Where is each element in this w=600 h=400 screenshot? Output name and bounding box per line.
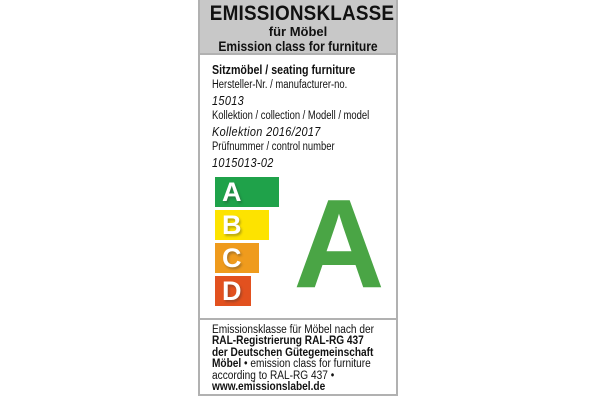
rating-bar-c bbox=[215, 243, 259, 273]
footer-line-1: Emissionsklasse für Möbel nach der bbox=[212, 324, 375, 336]
rating-bar-b bbox=[215, 210, 269, 240]
footer-line-4-rest: • emission class for furniture bbox=[241, 358, 371, 371]
header-title: EMISSIONSKLASSE bbox=[209, 2, 395, 25]
footer-separator bbox=[200, 318, 396, 320]
manufacturer-label: Hersteller-Nr. / manufacturer-no. bbox=[212, 79, 348, 91]
rating-scale bbox=[215, 177, 279, 309]
footer-line-4-bold: Möbel bbox=[212, 358, 242, 371]
collection-value: Kollektion 2016/2017 bbox=[212, 124, 321, 139]
footer-line-5: according to RAL-RG 437 • bbox=[212, 369, 335, 382]
emission-label bbox=[198, 0, 398, 396]
rating-section bbox=[200, 173, 396, 318]
header-subtitle-de: für Möbel bbox=[268, 24, 328, 39]
footer-line-6: www.emissionslabel.de bbox=[212, 381, 326, 394]
rating-bar-letter: C bbox=[222, 243, 242, 273]
rating-bar-a bbox=[215, 177, 279, 207]
control-number-value: 1015013-02 bbox=[212, 155, 274, 170]
product-category: Sitzmöbel / seating furniture bbox=[212, 62, 356, 77]
rating-bar-letter: D bbox=[222, 276, 242, 306]
selected-class-letter: A bbox=[293, 173, 385, 314]
rating-bar-d bbox=[215, 276, 251, 306]
rating-bar-letter: B bbox=[222, 210, 242, 240]
label-header bbox=[200, 0, 396, 55]
collection-label: Kollektion / collection / Modell / model bbox=[212, 110, 370, 122]
rating-bar-letter: A bbox=[222, 177, 242, 207]
product-info bbox=[212, 61, 394, 171]
header-subtitle-en: Emission class for furniture bbox=[218, 38, 378, 54]
footer-line-2: RAL-Registrierung RAL-RG 437 bbox=[212, 335, 364, 348]
footer-line-3: der Deutschen Gütegemeinschaft bbox=[212, 346, 374, 359]
control-number-label: Prüfnummer / control number bbox=[212, 141, 335, 153]
label-footer bbox=[212, 325, 394, 393]
manufacturer-number: 15013 bbox=[212, 93, 245, 108]
